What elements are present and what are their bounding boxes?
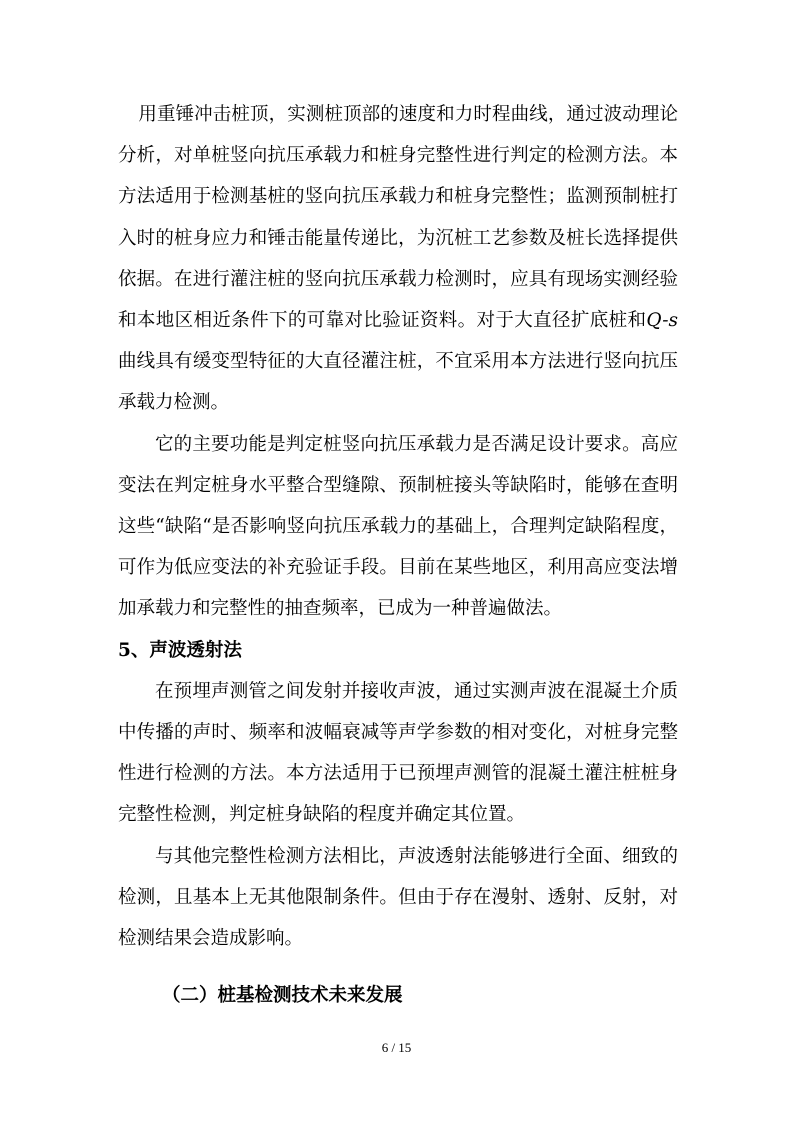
paragraph-acoustic-method: 在预埋声测管之间发射并接收声波，通过实测声波在混凝土介质中传播的声时、频率和波幅衰减等声学参数的相对变化，对桩身完整性进行检测的方法。本方法适用于已预埋声测管的混凝土灌注桩桩身完整性检测，判定桩身缺陷的程度并确定其位置。 (118, 680, 678, 826)
page-content (118, 94, 678, 1016)
paragraph-text: 曲线具有缓变型特征的大直径灌注桩，不宜采用本方法进行竖向抗压承载力检测。 (118, 351, 678, 414)
qs-curve-term: Q-s (646, 310, 678, 332)
paragraph-high-strain-method (118, 94, 678, 424)
subsection-heading-future: （二）桩基检测技术未来发展 (162, 985, 403, 1007)
paragraph-main-function: 它的主要功能是判定桩竖向抗压承载力是否满足设计要求。高应变法在判定桩身水平整合型缝隙、预制桩接头等缺陷时，能够在查明这些“缺陷“是否影响竖向抗压承载力的基础上，合理判定缺陷程度，可作为低应变法的补充验证手段。目前在某些地区，利用高应变法增加承载力和完整性的抽查频率，已成为一种普遍做法。 (118, 433, 678, 620)
paragraph-text: 用重锤冲击桩顶，实测桩顶部的速度和力时程曲线，通过波动理论分析，对单桩竖向抗压承载力和桩身完整性进行判定的检测方法。本方法适用于检测基桩的竖向抗压承载力和桩身完整性；监测预制桩打入时的桩身应力和锤击能量传递比，为沉桩工艺参数及桩长选择提供依据。在进行灌注桩的竖向抗压承载力检测时，应具有现场实测经验和本地区相近条件下的可靠对比验证资料。对于大直径扩底桩和 (118, 104, 678, 332)
page-number: 6 / 15 (381, 1040, 412, 1055)
paragraph-acoustic-comparison: 与其他完整性检测方法相比，声波透射法能够进行全面、细致的检测，且基本上无其他限制条件。但由于存在漫射、透射、反射，对检测结果会造成影响。 (118, 845, 678, 950)
section-heading-acoustic: 5、声波透射法 (118, 639, 242, 661)
